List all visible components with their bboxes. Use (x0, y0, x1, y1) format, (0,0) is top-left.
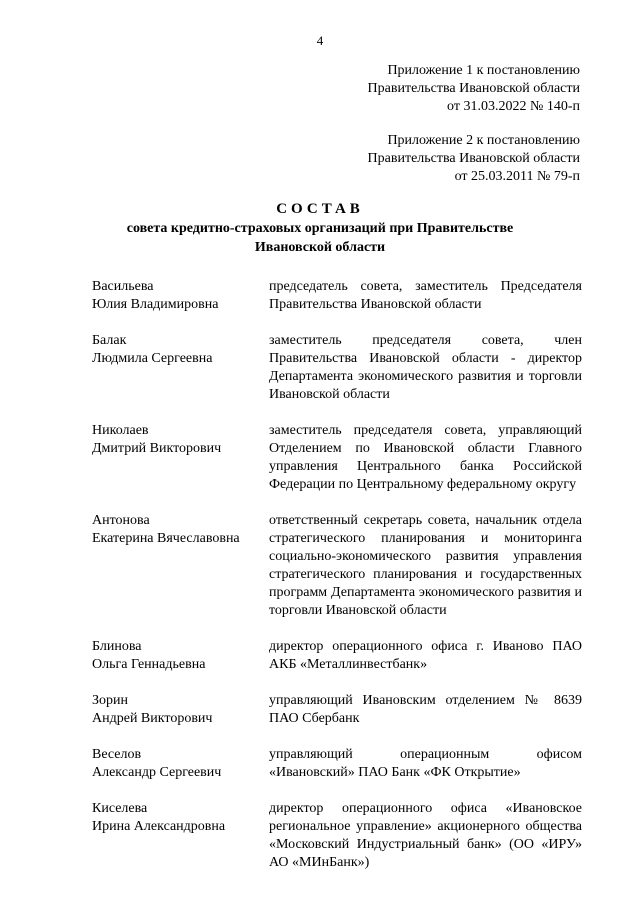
member-surname: Антонова (92, 513, 150, 528)
member-name (92, 278, 269, 314)
member-given-names: Ирина Александровна (92, 819, 226, 834)
member-role: заместитель председателя совета, член Правительства Ивановской области - директор Департамента экономического развития и торговли Ивановской области (269, 333, 582, 402)
member-row (92, 638, 582, 674)
member-role: председатель совета, заместитель Председателя Правительства Ивановской области (269, 279, 582, 312)
member-given-names: Екатерина Вячеславовна (92, 531, 240, 546)
member-surname: Блинова (92, 639, 142, 654)
member-given-names: Александр Сергеевич (92, 765, 222, 780)
member-surname: Николаев (92, 423, 149, 438)
member-row (92, 692, 582, 728)
annex-2-line-1: Приложение 2 к постановлению (387, 133, 580, 148)
annex-1-line-2: Правительства Ивановской области (367, 81, 580, 96)
page-number: 4 (316, 33, 324, 48)
annex-2-header (368, 132, 580, 186)
member-name (92, 692, 269, 728)
annex-1-line-3: от 31.03.2022 № 140-п (447, 99, 580, 114)
member-given-names: Юлия Владимировна (92, 297, 219, 312)
member-role: управляющий операционным офисом «Ивановский» ПАО Банк «ФК Открытие» (269, 747, 582, 780)
member-role: заместитель председателя совета, управляющий Отделением по Ивановской области Главного управления Центрального банка Российской Федерации по Центральному федеральному округу (269, 423, 582, 492)
member-surname: Веселов (92, 747, 142, 762)
member-name (92, 332, 269, 404)
member-row (92, 746, 582, 782)
document-subtitle-line-1: совета кредитно-страховых организаций при Правительстве (126, 221, 514, 236)
members-list (92, 278, 582, 890)
member-surname: Васильева (92, 279, 154, 294)
member-role: директор операционного офиса г. Иваново ПАО АКБ «Металлинвестбанк» (269, 639, 582, 672)
document-title: СОСТАВ (276, 201, 364, 217)
member-role: директор операционного офиса «Ивановское региональное управление» акционерного общества «Московский Индустриальный банк» (ОО «ИРУ» АО «МИнБанк») (269, 801, 582, 870)
member-row (92, 278, 582, 314)
annex-1-line-1: Приложение 1 к постановлению (387, 63, 580, 78)
member-row (92, 512, 582, 620)
member-name (92, 512, 269, 620)
member-role: управляющий Ивановским отделением № 8639 ПАО Сбербанк (269, 693, 582, 726)
member-surname: Киселева (92, 801, 148, 816)
annex-2-line-3: от 25.03.2011 № 79-п (454, 169, 580, 184)
member-given-names: Андрей Викторович (92, 711, 213, 726)
member-name (92, 422, 269, 494)
member-row (92, 422, 582, 494)
document-subtitle (80, 219, 560, 257)
member-row (92, 332, 582, 404)
member-name (92, 746, 269, 782)
member-name (92, 638, 269, 674)
member-surname: Зорин (92, 693, 128, 708)
member-row (92, 800, 582, 872)
member-given-names: Людмила Сергеевна (92, 351, 213, 366)
member-role: ответственный секретарь совета, начальник отдела стратегического планирования и мониторинга социально-экономического развития управления стратегического планирования и государственных программ Департамента экономического развития и торговли Ивановской области (269, 513, 582, 618)
member-given-names: Ольга Геннадьевна (92, 657, 206, 672)
document-subtitle-line-2: Ивановской области (254, 240, 386, 255)
annex-2-line-2: Правительства Ивановской области (367, 151, 580, 166)
member-name (92, 800, 269, 872)
member-surname: Балак (92, 333, 127, 348)
annex-1-header (368, 62, 580, 116)
member-given-names: Дмитрий Викторович (92, 441, 222, 456)
